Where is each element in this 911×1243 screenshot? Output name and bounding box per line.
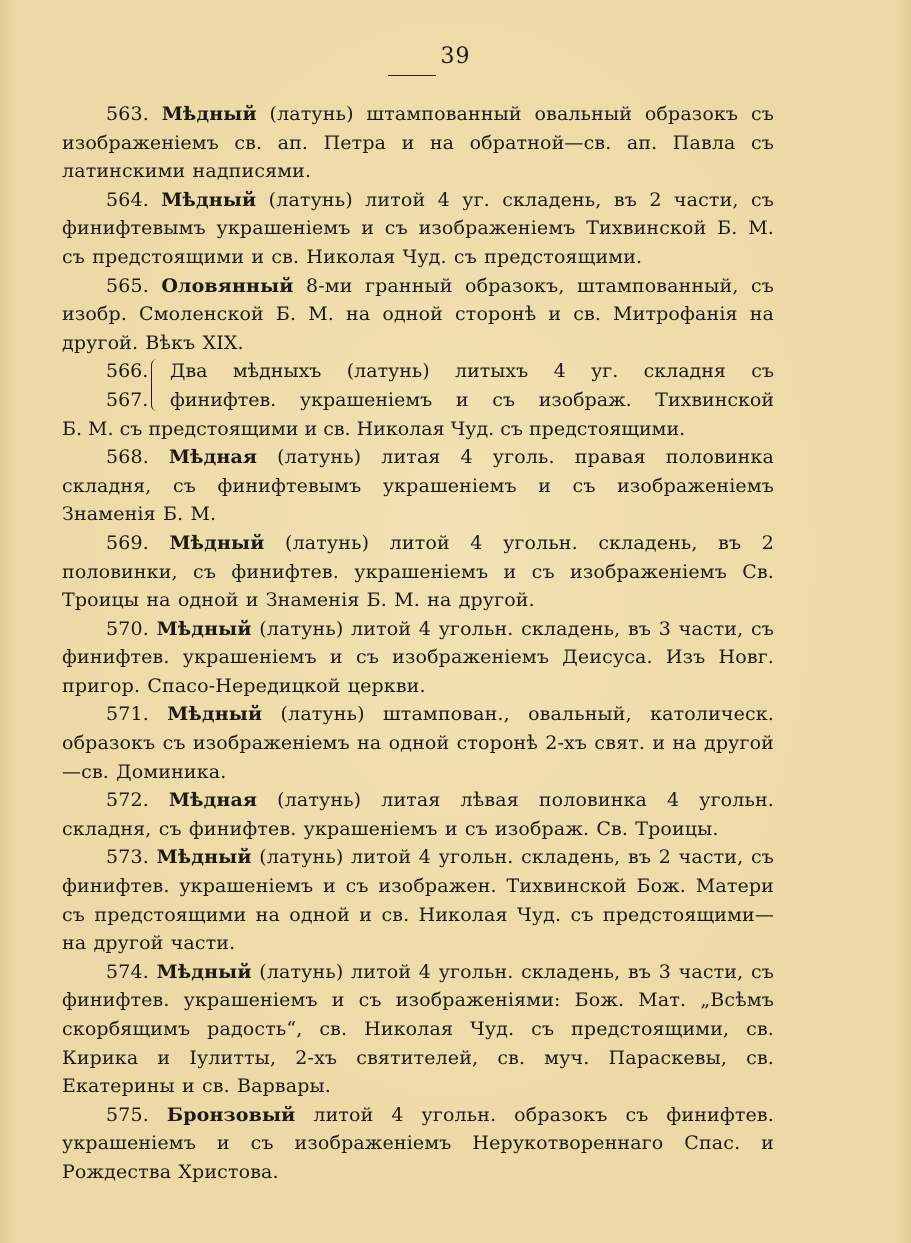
group-line: Два мѣдныхъ (латунь) литыхъ 4 уг. складня съ [170,360,774,383]
entry-lead: Мѣдная [168,789,258,812]
catalog-entry [62,443,774,529]
catalog-entry [62,1101,774,1187]
entry-text: (латунь) литой 4 угольн. складень, въ 3 части, съ финифтев. украшеніемъ и съ изображеніями: Бож. Мат. „Всѣмъ скорбящимъ радость“, св. Николая Чуд. съ предстоящими, св. Кирика и Іулитты, 2-хъ святителей, св. муч. Параскевы, св. Екатерины и св. Варвары. [62,960,774,1098]
catalog-entry [62,843,774,957]
catalog-entry [62,100,774,186]
catalog-entry [62,272,774,358]
entry-lead: Оловянный [161,274,294,297]
entry-number: 575. [106,1103,149,1126]
entry-text: (латунь) литая лѣвая половинка 4 угольн. складня, съ финифтев. украшеніемъ и съ изображ. Св. Троицы. [62,789,774,840]
entry-text: 8-ми гранный образокъ, штампованный, съ изобр. Смоленской Б. М. на одной сторонѣ и св. Митрофанія на другой. Вѣкъ XIX. [62,274,774,354]
catalog-entry [62,700,774,786]
entry-number: 563. [106,103,149,125]
group-numbers [62,357,170,414]
catalog-entry [62,615,774,701]
entry-text: (латунь) литая 4 уголь. правая половинка складня, съ финифтевымъ украшеніемъ и съ изображеніемъ Знаменія Б. М. [62,446,774,526]
group-tail: Б. М. съ предстоящими и св. Николая Чуд. съ предстоящими. [62,417,686,440]
page-number: 39 [440,44,471,69]
entry-number: 571. [106,703,149,726]
entry-number: 568. [106,446,149,469]
entry-lead: Мѣдный [156,846,252,869]
entry-lead: Мѣдный [167,703,263,726]
entry-text: (латунь) литой 4 угольн. складень, въ 2 части, съ финифтев. украшеніемъ и съ изображен. Тихвинской Бож. Матери съ предстоящими на одной и св. Николая Чуд. съ предстоящими—на другой части. [62,846,774,955]
page-number-rule [388,75,436,76]
entry-text: (латунь) штампованный овальный образокъ съ изображеніемъ св. ап. Петра и на обратной—св. ап. Павла съ латинскими надписями. [62,103,774,183]
entry-number: 570. [106,617,149,640]
group-line: финифтев. украшеніемъ и съ изображ. Тихвинской [170,388,774,411]
catalog-entry [62,186,774,272]
entry-number: 572. [106,789,149,812]
entry-number: 569. [106,531,149,554]
entry-number: 574. [106,960,149,983]
entry-text: (латунь) литой 4 угольн. складень, въ 2 половинки, съ финифтев. украшеніемъ и съ изображеніемъ Св. Троицы на одной и Знаменія Б. М. на другой. [62,531,774,612]
entry-lead: Мѣдный [156,617,252,640]
entry-lead: Мѣдная [168,446,258,469]
entry-lead: Мѣдный [161,188,257,211]
entry-lead: Мѣдный [161,103,257,125]
brace-icon [151,359,162,411]
entry-number: 564. [106,188,149,211]
entry-text: (латунь) литой 4 угольн. складень, въ 3 части, съ финифтев. украшеніемъ и съ изображеніемъ Деисуса. Изъ Новг. пригор. Спасо-Нередицкой церкви. [62,617,774,697]
entry-text: (латунь) литой 4 уг. складень, въ 2 части, съ финифтевымъ украшеніемъ и съ изображеніемъ Тихвинской Б. М. съ предстоящими и св. Николая Чуд. съ предстоящими. [62,188,774,268]
catalog-entry [62,958,774,1101]
entry-text: (латунь) штампован., овальный, католическ. образокъ съ изображеніемъ на одной сторонѣ 2-хъ свят. и на другой—св. Доминика. [62,703,774,783]
entry-number: 567. [106,388,149,411]
entry-lead: Мѣдный [156,960,252,983]
entry-number: 566. [106,360,149,383]
entry-number: 565. [106,274,149,297]
catalog-entry [62,786,774,843]
catalog-entries [62,100,774,1187]
entry-lead: Мѣдный [169,531,265,554]
entry-number: 573. [106,846,149,869]
catalog-entry-group [62,357,774,443]
entry-lead: Бронзовый [166,1103,296,1126]
group-text [170,357,774,414]
entry-text: литой 4 угольн. образокъ съ финифтев. украшеніемъ и съ изображеніемъ Нерукотвореннаго Спас. и Рождества Христова. [62,1103,774,1183]
catalog-entry [62,529,774,615]
